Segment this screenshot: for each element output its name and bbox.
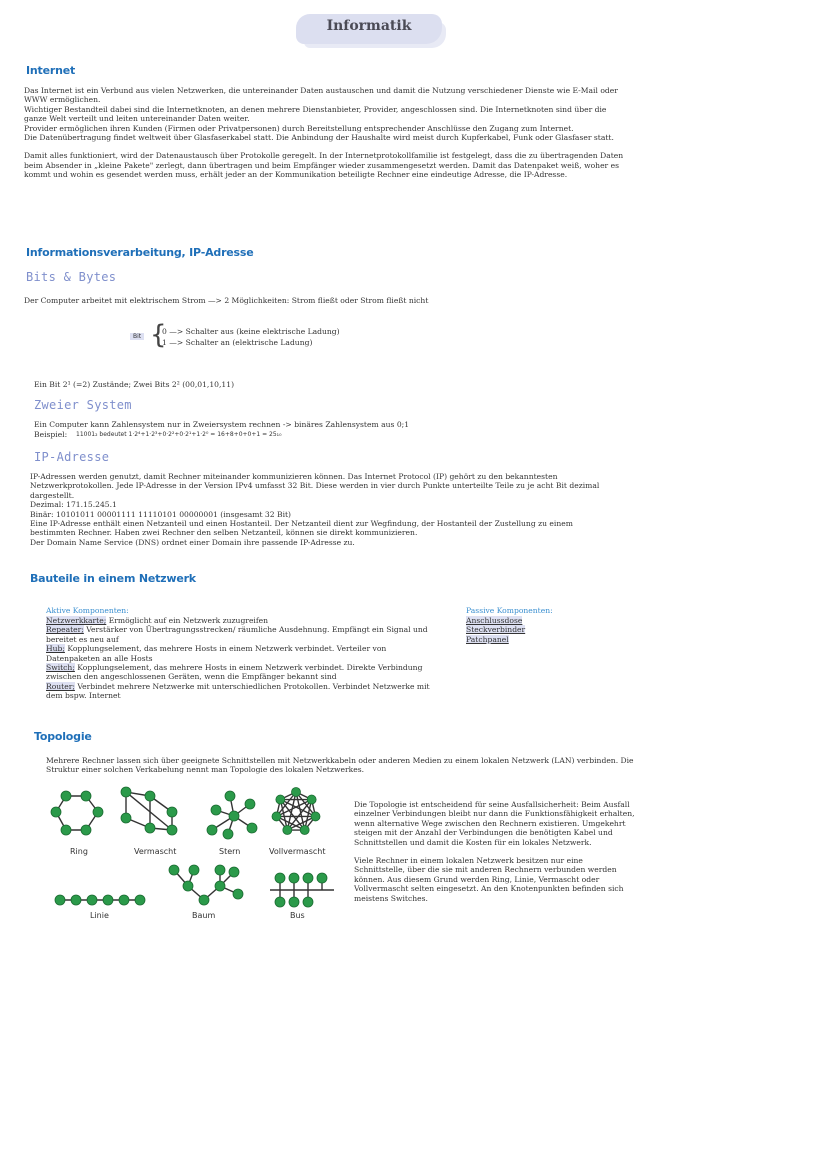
mesh-node: [307, 795, 316, 804]
beispiel-value: 11001₂ bedeutet 1·2⁴+1·2³+0·2²+0·2¹+1·2⁰ = 16+8+0+0+1 = 25₁₀: [76, 431, 282, 438]
mesh-node: [283, 826, 292, 835]
topologie-right-p1: Die Topologie ist entscheidend für seine Ausfallsicherheit: Beim Ausfall einzelner Verbindungen bleibt nur dann die Funktionsfähigkeit erhalten, wenn alternative Wege zwischen den Rechnern existieren. Umgekehrt steigen mit der Anzahl der Verbindungen die benötigten Kabel und Schnittstellen und damit die Kosten für ein lokales Netzwerk.: [354, 800, 635, 847]
ip-text: [30, 472, 605, 547]
mesh-node: [300, 826, 309, 835]
ip-binaer: Binär: 10101011 00001111 11110101 00000001 (insgesamt 32 Bit): [30, 509, 292, 519]
internet-heading: Internet: [26, 64, 76, 77]
baum-topology: [169, 865, 243, 905]
internet-p3: Provider ermöglichen ihren Kunden (Firmen oder Privatpersonen) durch Bereitstellung entsprechender Anschlüsse den Zugang zum Internet.: [24, 123, 574, 133]
internet-p4: Die Datenübertragung findet weltweit über Glasfaserkabel statt. Die Anbindung der Haushalte wird meist durch Kupferkabel, Funk oder Glasfaser statt.: [24, 133, 614, 143]
ring-topology: [51, 791, 103, 835]
topologie-heading: Topologie: [34, 730, 92, 743]
aktive-heading: Aktive Komponenten:: [46, 606, 129, 615]
aktive-item-name: Repeater;: [46, 625, 84, 635]
aktive-item-name: Router;: [46, 681, 75, 691]
mesh-node: [276, 795, 285, 804]
topology-label-stern: Stern: [219, 847, 241, 856]
aktive-item: [46, 616, 430, 625]
stern-topology: [207, 791, 257, 839]
ip-heading: IP-Adresse: [34, 450, 110, 464]
linie-topology: [55, 895, 145, 905]
beispiel-label: Beispiel:: [34, 430, 68, 439]
aktive-list: [46, 616, 430, 701]
page-title: Informatik: [326, 18, 412, 34]
topologie-right-p2: Viele Rechner in einem lokalen Netzwerk besitzen nur eine Schnittstelle, über die sie mit anderen Rechnern verbunden werden können. Aus diesem Grund werden Ring, Linie, Vermascht oder Vollvermascht selten eingesetzt. An den Knotenpunkten befinden sich meistens Switches.: [354, 856, 624, 903]
aktive-item: [46, 625, 430, 644]
topology-label-vollvermascht: Vollvermascht: [269, 847, 326, 856]
topologie-intro: Mehrere Rechner lassen sich über geeignete Schnittstellen mit Netzwerkkabeln oder anderen Medien zu einem lokalen Netzwerk (LAN) verbinden. Die Struktur einer solchen Verkabelung nennt man Topologie des lokalen Netzwerkes.: [46, 756, 634, 775]
aktive-item: [46, 682, 430, 701]
aktive-item-text: Ermöglicht auf ein Netzwerk zuzugreifen: [106, 616, 269, 625]
internet-p2: Wichtiger Bestandteil dabei sind die Internetknoten, an denen mehrere Dienstanbieter, Provider, angeschlossen sind. Die Internetknoten sind über die ganze Welt verteilt und leiten untereinander Daten weiter.: [24, 104, 607, 124]
topologie-right-text: [354, 800, 636, 903]
bus-topology: [270, 873, 334, 907]
topology-label-bus: Bus: [290, 911, 305, 920]
aktive-item-text: Verbindet mehrere Netzwerke mit unterschiedlichen Protokollen. Verbindet Netzwerke mit dem bspw. Internet: [46, 681, 430, 701]
aktive-item-name: Netzwerkkarte;: [46, 616, 107, 625]
aktive-item-name: Hub;: [46, 644, 65, 654]
info-heading: Informationsverarbeitung, IP-Adresse: [26, 246, 254, 259]
bit-states: Ein Bit 2¹ (=2) Zustände; Zwei Bits 2² (00,01,10,11): [34, 380, 235, 389]
vermascht-topology: [121, 787, 177, 835]
ip-p2: Eine IP-Adresse enthält einen Netzanteil und einen Hostanteil. Der Netzanteil dient zur Wegfindung, der Hostanteil der Zustellung zu einem bestimmten Rechner. Haben zwei Rechner den selben Netzanteil, können sie direkt kommunizieren.: [30, 519, 573, 538]
aktive-item-name: Switch;: [46, 663, 75, 673]
internet-p5: Damit alles funktioniert, wird der Datenaustausch über Protokolle geregelt. In der Internetprotokollfamilie ist festgelegt, dass die zu übertragenden Daten beim Absender in „kleine Pakete" zerlegt, dann übertragen und beim Empfänger wieder zusammengesetzt werden. Damit das Datenpaket weiß, woher es kommt und wohin es gesendet werden muss, erhält jeder an der Kommunikation beteiligte Rechner eine eindeutige Adresse, die IP-Adresse.: [24, 151, 624, 180]
aktive-item: [46, 644, 430, 663]
topology-label-ring: Ring: [70, 847, 88, 856]
passive-item: Anschlussdose: [466, 616, 523, 625]
ip-p1: IP-Adressen werden genutzt, damit Rechner miteinander kommunizieren können. Das Internet Protocol (IP) gehört zu den bekanntesten Netzwerkprotokollen. Jede IP-Adresse in der Version IPv4 umfasst 32 Bit. Diese werden in vier durch Punkte unterteilte Teile zu je acht Bit dezimal dargestellt.: [30, 472, 600, 500]
topology-label-baum: Baum: [192, 911, 216, 920]
passive-item: Steckverbinder: [466, 625, 526, 635]
zweier-text: Ein Computer kann Zahlensystem nur in Zweiersystem rechnen -> binäres Zahlensystem aus 0;1: [34, 420, 410, 429]
mesh-node: [292, 788, 301, 797]
topology-diagrams: [44, 782, 344, 922]
ip-dezimal: Dezimal: 171.15.245.1: [30, 500, 117, 510]
bit-0: 0 —> Schalter aus (keine elektrische Ladung): [162, 327, 340, 336]
passive-item: Patchpanel: [466, 634, 509, 644]
aktive-item-text: Kopplungselement, das mehrere Hosts in einem Netzwerk verbindet. Direkte Verbindung zwischen den angeschlossenen Geräten, wenn die Empfänger bekannt sind: [46, 663, 423, 682]
bauteile-heading: Bauteile in einem Netzwerk: [30, 572, 196, 585]
aktive-item-text: Verstärker von Übertragungsstrecken/ räumliche Ausdehnung. Empfängt ein Signal und bereitet es neu auf: [46, 625, 428, 644]
topology-label-linie: Linie: [90, 911, 109, 920]
mesh-node: [272, 812, 281, 821]
passive-list: [466, 616, 525, 644]
ip-p3: Der Domain Name Service (DNS) ordnet einer Domain ihre passende IP-Adresse zu.: [30, 537, 355, 547]
bits-heading: Bits & Bytes: [26, 270, 117, 284]
zweier-heading: Zweier System: [34, 398, 132, 412]
bit-label: Bit: [130, 333, 144, 340]
passive-heading: Passive Komponenten:: [466, 606, 553, 615]
aktive-item: [46, 663, 430, 682]
bit-1: 1 —> Schalter an (elektrische Ladung): [162, 338, 313, 347]
vollvermascht-topology: [272, 788, 320, 835]
internet-text: [24, 86, 624, 180]
mesh-node: [311, 812, 320, 821]
brace-icon: {: [150, 320, 167, 350]
aktive-item-text: Kopplungselement, das mehrere Hosts in einem Netzwerk verbindet. Verteiler von Datenpaketen an alle Hosts: [46, 644, 387, 663]
bits-text: Der Computer arbeitet mit elektrischem Strom —> 2 Möglichkeiten: Strom fließt oder Strom fließt nicht: [24, 296, 429, 305]
internet-p1: Das Internet ist ein Verbund aus vielen Netzwerken, die untereinander Daten austauschen und damit die Nutzung verschiedener Dienste wie E-Mail oder WWW ermöglichen.: [24, 86, 618, 105]
topology-label-vermascht: Vermascht: [134, 847, 177, 856]
